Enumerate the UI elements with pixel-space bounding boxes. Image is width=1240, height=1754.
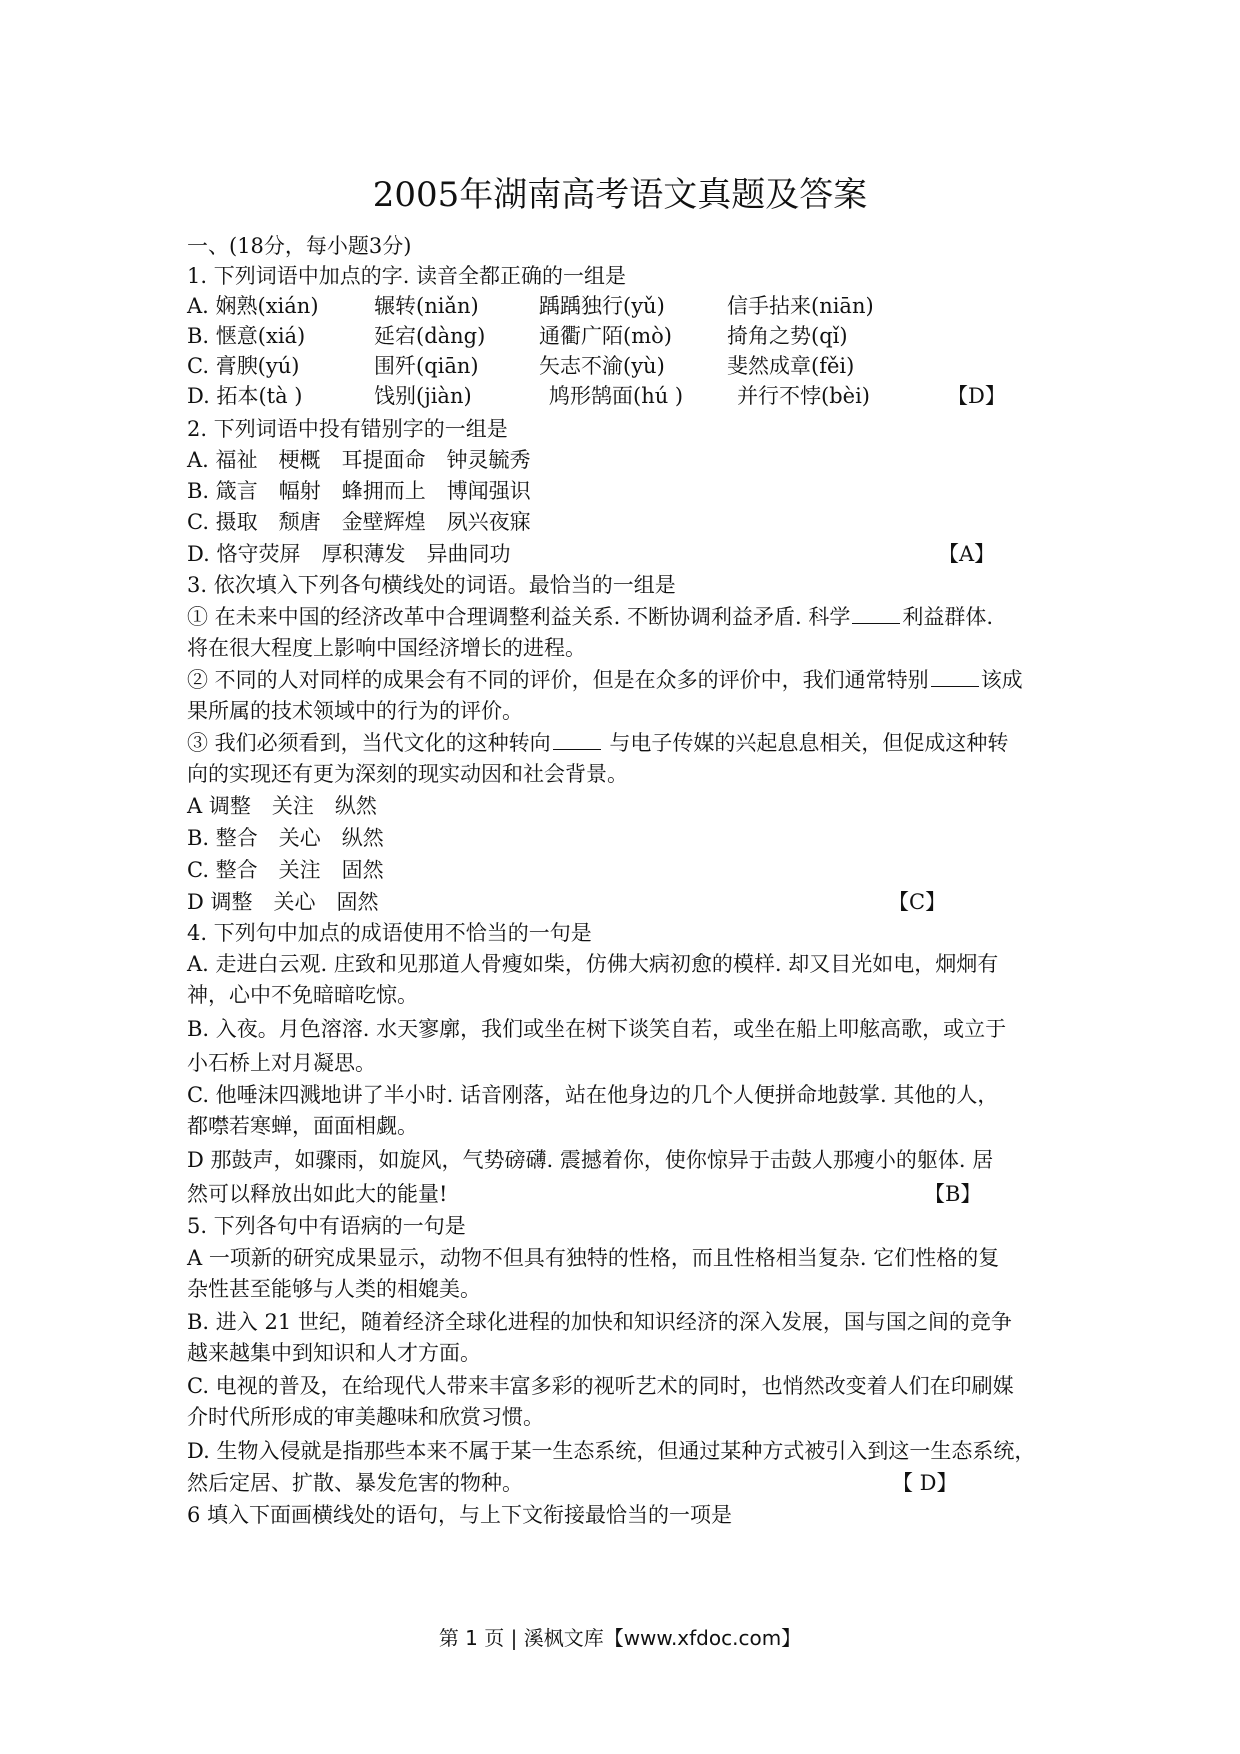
answer-badge: 【 D】 bbox=[892, 1471, 958, 1495]
question-2-option-b: B. 箴言 幅射 蜂拥而上 博闻强识 bbox=[187, 479, 531, 503]
question-5-line: C. 电视的普及，在给现代人带来丰富多彩的视听艺术的同时，也悄然改变着人们在印刷媒 bbox=[187, 1374, 1014, 1398]
option-cell: 通衢广陌(mò) bbox=[539, 324, 672, 348]
question-4-line: 都噤若寒蝉，面面相觑。 bbox=[187, 1114, 418, 1138]
question-4-line: 小石桥上对月凝思。 bbox=[187, 1051, 376, 1075]
answer-badge: 【B】 bbox=[924, 1182, 982, 1206]
page-title: 2005年湖南高考语文真题及答案 bbox=[372, 175, 868, 215]
question-3-sentence-3-cont: 向的实现还有更为深刻的现实动因和社会背景。 bbox=[187, 762, 628, 786]
question-3-option-d: D 调整 关心 固然 bbox=[187, 890, 379, 914]
question-2-option-d: D. 恪守荧屏 厚积薄发 异曲同功 bbox=[187, 542, 511, 566]
option-cell: C. 膏腴(yú) bbox=[187, 354, 300, 378]
option-cell: A. 娴熟(xián) bbox=[187, 294, 319, 318]
question-5-line: 越来越集中到知识和人才方面。 bbox=[187, 1341, 481, 1365]
question-3-option-b: B. 整合 关心 纵然 bbox=[187, 826, 384, 850]
question-2-stem: 2. 下列词语中投有错别字的一组是 bbox=[187, 417, 508, 441]
question-1-stem: 1. 下列词语中加点的字. 读音全都正确的一组是 bbox=[187, 264, 627, 288]
option-cell: 饯别(jiàn) bbox=[374, 384, 472, 408]
fill-blank bbox=[852, 605, 900, 624]
option-cell: 踽踽独行(yǔ) bbox=[539, 294, 665, 318]
question-4-stem: 4. 下列句中加点的成语使用不恰当的一句是 bbox=[187, 921, 592, 945]
question-6-stem: 6 填入下面画横线处的语句，与上下文衔接最恰当的一项是 bbox=[187, 1503, 733, 1527]
option-cell: B. 惬意(xiá) bbox=[187, 324, 306, 348]
question-5-line: 介时代所形成的审美趣味和欣赏习惯。 bbox=[187, 1405, 544, 1429]
question-3-option-c: C. 整合 关注 固然 bbox=[187, 858, 384, 882]
fill-blank bbox=[553, 731, 601, 750]
question-4-line: A. 走进白云观. 庄致和见那道人骨瘦如柴，仿佛大病初愈的模样. 却又目光如电，炯炯有 bbox=[187, 952, 999, 976]
question-4-line: D 那鼓声，如骤雨，如旋风，气势磅礴. 震撼着你，使你惊异于击鼓人那瘦小的躯体. 居 bbox=[187, 1148, 994, 1172]
option-cell: 围歼(qiān) bbox=[374, 354, 479, 378]
question-3-sentence-2-cont: 果所属的技术领域中的行为的评价。 bbox=[187, 699, 523, 723]
question-5-stem: 5. 下列各句中有语病的一句是 bbox=[187, 1214, 466, 1238]
option-cell: 矢志不渝(yù) bbox=[539, 354, 665, 378]
option-cell: 掎角之势(qǐ) bbox=[727, 324, 848, 348]
question-5-line: A 一项新的研究成果显示，动物不但具有独特的性格，而且性格相当复杂. 它们性格的复 bbox=[187, 1246, 1000, 1270]
question-4-line: C. 他唾沫四溅地讲了半小时. 话音刚落，站在他身边的几个人便拼命地鼓掌. 其他的人， bbox=[187, 1083, 999, 1107]
question-3-sentence-1-cont: 将在很大程度上影响中国经济增长的进程。 bbox=[187, 636, 586, 660]
fill-blank bbox=[931, 668, 979, 687]
option-cell: D. 拓本(tà ) bbox=[187, 384, 303, 408]
question-3-sentence-1: ① 在未来中国的经济改革中合理调整利益关系. 不断协调利益矛盾. 科学 利益群体. bbox=[187, 605, 994, 629]
question-3-sentence-2: ② 不同的人对同样的成果会有不同的评价，但是在众多的评价中，我们通常特别 该成 bbox=[187, 668, 1023, 692]
question-4-line: B. 入夜。月色溶溶. 水天寥廓，我们或坐在树下谈笑自若，或坐在船上叩舷高歌，或立于 bbox=[187, 1017, 1007, 1041]
option-cell: 信手拈来(niān) bbox=[727, 294, 874, 318]
question-3-sentence-3: ③ 我们必须看到，当代文化的这种转向 与电子传媒的兴起息息相关，但促成这种转 bbox=[187, 731, 1009, 755]
option-cell: 延宕(dàng) bbox=[374, 324, 486, 348]
question-5-line: D. 生物入侵就是指那些本来不属于某一生态系统，但通过某种方式被引入到这一生态系统， bbox=[187, 1439, 1036, 1463]
option-cell: 辗转(niǎn) bbox=[374, 294, 479, 318]
answer-badge: 【A】 bbox=[938, 542, 996, 566]
question-5-line: 杂性甚至能够与人类的相媲美。 bbox=[187, 1277, 481, 1301]
question-4-line: 然可以释放出如此大的能量! bbox=[187, 1182, 448, 1206]
answer-badge: 【C】 bbox=[888, 890, 947, 914]
question-2-option-a: A. 福祉 梗概 耳提面命 钟灵毓秀 bbox=[187, 448, 531, 472]
question-3-option-a: A 调整 关注 纵然 bbox=[187, 794, 377, 818]
option-cell: 并行不悖(bèi) bbox=[737, 384, 870, 408]
option-cell: 鸠形鹄面(hú ) bbox=[549, 384, 684, 408]
question-3-stem: 3. 依次填入下列各句横线处的词语。最恰当的一组是 bbox=[187, 573, 676, 597]
answer-badge: 【D】 bbox=[947, 384, 1006, 408]
page-footer: 第 1 页 | 溪枫文库【www.xfdoc.com】 bbox=[438, 1626, 802, 1650]
section-heading: 一、(18分，每小题3分) bbox=[187, 234, 412, 258]
question-5-line: B. 进入 21 世纪，随着经济全球化进程的加快和知识经济的深入发展，国与国之间的竞争 bbox=[187, 1310, 1012, 1334]
question-2-option-c: C. 摄取 颓唐 金壁辉煌 夙兴夜寐 bbox=[187, 510, 531, 534]
option-cell: 斐然成章(fěi) bbox=[727, 354, 855, 378]
question-4-line: 神，心中不免暗暗吃惊。 bbox=[187, 983, 418, 1007]
question-5-line: 然后定居、扩散、暴发危害的物种。 bbox=[187, 1471, 523, 1495]
